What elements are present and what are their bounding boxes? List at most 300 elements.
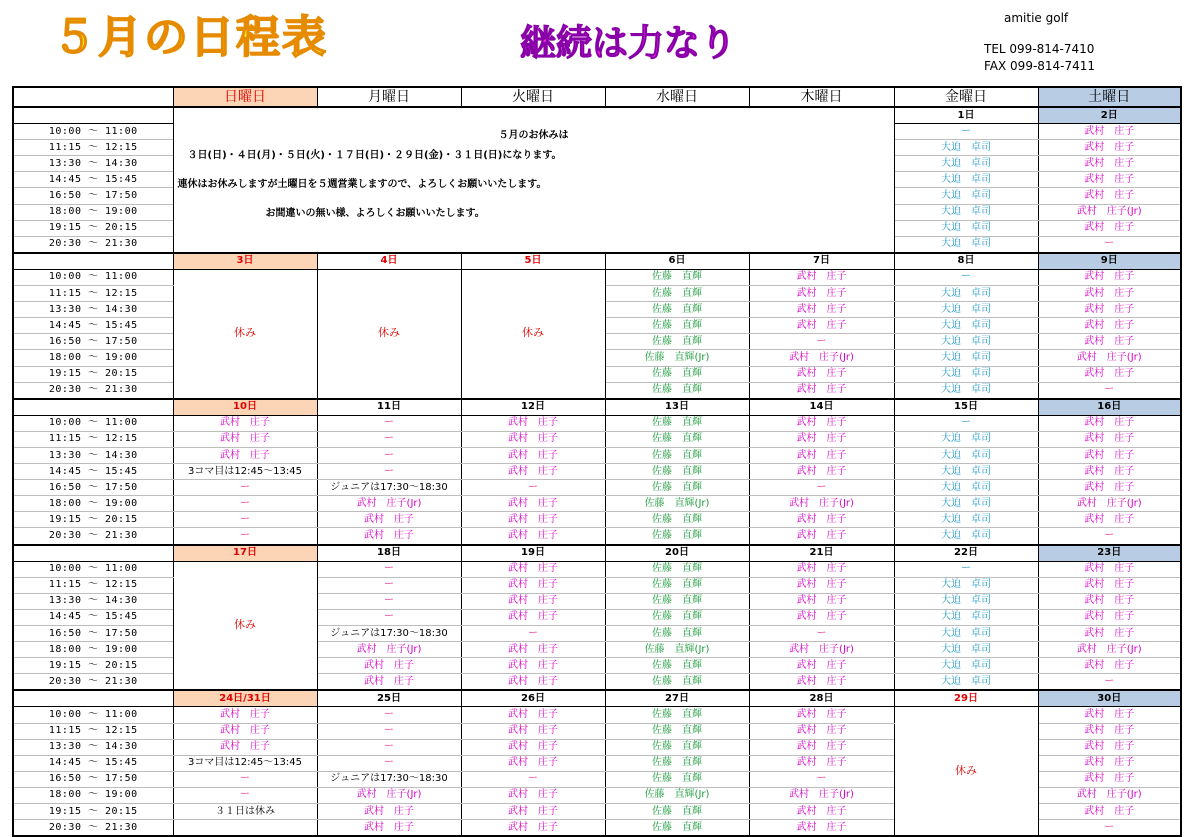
date-label: 2日 [1038, 107, 1181, 124]
lesson-slot: 武村 庄子 [1038, 286, 1181, 302]
time-slot: 19:15 ～ 20:15 [13, 658, 173, 674]
lesson-slot: 武村 庄子 [1038, 804, 1181, 820]
lesson-slot: ー [749, 626, 894, 642]
lesson-slot: 大迫 卓司 [894, 204, 1038, 220]
lesson-slot: 大迫 卓司 [894, 366, 1038, 382]
lesson-slot: 大迫 卓司 [894, 464, 1038, 480]
date-header-blank [13, 545, 173, 562]
lesson-slot: ー [461, 771, 605, 787]
schedule-body [13, 107, 1181, 836]
date-label: 13日 [605, 399, 749, 416]
weekday-friday: 金曜日 [894, 87, 1038, 107]
lesson-slot [173, 820, 317, 837]
lesson-slot: ー [317, 464, 461, 480]
lesson-slot: 武村 庄子 [461, 496, 605, 512]
lesson-slot: 佐藤 直輝 [605, 447, 749, 463]
notice-line: ３日(日)・４日(月)・５日(火)・１７日(日)・２９日(金)・３１日(日)になります。 [187, 150, 562, 161]
slot-row [13, 496, 1181, 512]
date-header-row [13, 107, 1181, 124]
lesson-slot: 武村 庄子 [461, 739, 605, 755]
date-label: 22日 [894, 545, 1038, 562]
date-label: 23日 [1038, 545, 1181, 562]
lesson-slot: 武村 庄子 [317, 658, 461, 674]
lesson-slot: 武村 庄子(Jr) [749, 642, 894, 658]
lesson-slot: 佐藤 直輝 [605, 431, 749, 447]
lesson-slot: 武村 庄子 [461, 593, 605, 609]
notice-block [173, 107, 894, 253]
date-label: 19日 [461, 545, 605, 562]
brand-name: amitie golf [1004, 11, 1069, 25]
lesson-slot: 大迫 卓司 [894, 156, 1038, 172]
slot-row [13, 415, 1181, 431]
lesson-slot: 武村 庄子 [1038, 609, 1181, 625]
notice-line: お間違いの無い様、よろしくお願いいたします。 [265, 208, 485, 219]
slot-row [13, 464, 1181, 480]
closed-day-cell [317, 269, 461, 398]
lesson-slot: 武村 庄子 [1038, 156, 1181, 172]
lesson-slot: ー [173, 480, 317, 496]
lesson-slot: 武村 庄子 [749, 431, 894, 447]
date-header-blank [13, 107, 173, 124]
time-slot: 10:00 ～ 11:00 [13, 415, 173, 431]
lesson-slot: 武村 庄子 [461, 415, 605, 431]
time-slot: 10:00 ～ 11:00 [13, 561, 173, 577]
slot-row [13, 528, 1181, 545]
lesson-slot: 武村 庄子 [1038, 577, 1181, 593]
lesson-slot: 大迫 卓司 [894, 302, 1038, 318]
lesson-slot: 武村 庄子 [173, 707, 317, 723]
lesson-slot: 佐藤 直輝(Jr) [605, 642, 749, 658]
lesson-slot: 武村 庄子 [749, 820, 894, 837]
lesson-slot: 武村 庄子 [461, 464, 605, 480]
lesson-slot: 武村 庄子 [749, 286, 894, 302]
time-slot: 10:00 ～ 11:00 [13, 269, 173, 285]
lesson-slot: 武村 庄子 [749, 707, 894, 723]
time-slot: 13:30 ～ 14:30 [13, 447, 173, 463]
lesson-slot: 武村 庄子 [749, 366, 894, 382]
time-slot: 18:00 ～ 19:00 [13, 787, 173, 803]
lesson-slot: ー [894, 415, 1038, 431]
date-label: 5日 [461, 253, 605, 270]
lesson-slot: ー [894, 124, 1038, 140]
lesson-slot: 武村 庄子 [317, 804, 461, 820]
lesson-slot: 武村 庄子 [749, 512, 894, 528]
lesson-slot: 武村 庄子 [317, 674, 461, 691]
lesson-slot: ー [317, 415, 461, 431]
lesson-slot: 武村 庄子 [749, 804, 894, 820]
lesson-slot: 大迫 卓司 [894, 188, 1038, 204]
lesson-slot: ー [173, 787, 317, 803]
lesson-slot: 武村 庄子 [749, 447, 894, 463]
time-slot: 14:45 ～ 15:45 [13, 755, 173, 771]
lesson-slot: 佐藤 直輝 [605, 658, 749, 674]
time-slot: 10:00 ～ 11:00 [13, 124, 173, 140]
lesson-slot: ー [749, 771, 894, 787]
lesson-slot: 佐藤 直輝 [605, 723, 749, 739]
date-header-row [13, 399, 1181, 416]
time-header [13, 87, 173, 107]
weekday-wednesday: 水曜日 [605, 87, 749, 107]
lesson-slot: 大迫 卓司 [894, 626, 1038, 642]
lesson-slot: ー [1038, 674, 1181, 691]
lesson-slot: 大迫 卓司 [894, 236, 1038, 253]
closed-label: 休み [234, 618, 256, 631]
lesson-slot: 大迫 卓司 [894, 286, 1038, 302]
lesson-slot: ジュニアは17:30～18:30 [317, 626, 461, 642]
date-label: 1日 [894, 107, 1038, 124]
lesson-slot: 武村 庄子(Jr) [1038, 787, 1181, 803]
fax-number: FAX 099-814-7411 [984, 59, 1096, 73]
date-header-blank [13, 690, 173, 707]
lesson-slot: 佐藤 直輝 [605, 707, 749, 723]
time-slot: 20:30 ～ 21:30 [13, 528, 173, 545]
lesson-slot: 武村 庄子 [749, 528, 894, 545]
lesson-slot: 大迫 卓司 [894, 480, 1038, 496]
time-slot: 18:00 ～ 19:00 [13, 350, 173, 366]
lesson-slot: 武村 庄子 [1038, 431, 1181, 447]
time-slot: 14:45 ～ 15:45 [13, 464, 173, 480]
page-title: ５月の日程表 [52, 12, 328, 63]
lesson-slot: 武村 庄子(Jr) [317, 642, 461, 658]
lesson-slot: ー [317, 707, 461, 723]
date-label: 14日 [749, 399, 894, 416]
lesson-slot: 佐藤 直輝 [605, 804, 749, 820]
date-label: 24日/31日 [173, 690, 317, 707]
time-slot: 20:30 ～ 21:30 [13, 236, 173, 253]
time-slot: 19:15 ～ 20:15 [13, 366, 173, 382]
lesson-slot: 武村 庄子 [749, 609, 894, 625]
lesson-slot: ー [461, 480, 605, 496]
lesson-slot: 武村 庄子 [1038, 172, 1181, 188]
lesson-slot: ー [173, 496, 317, 512]
lesson-slot: 大迫 卓司 [894, 593, 1038, 609]
lesson-slot: 武村 庄子 [749, 593, 894, 609]
lesson-slot: 佐藤 直輝 [605, 755, 749, 771]
lesson-slot: ー [173, 528, 317, 545]
lesson-slot: 大迫 卓司 [894, 642, 1038, 658]
lesson-slot: ー [1038, 382, 1181, 399]
weekday-header-row [13, 87, 1181, 107]
date-label: 30日 [1038, 690, 1181, 707]
lesson-slot: 武村 庄子 [461, 787, 605, 803]
time-slot: 16:50 ～ 17:50 [13, 771, 173, 787]
lesson-slot: 武村 庄子 [1038, 124, 1181, 140]
tel-number: TEL 099-814-7410 [984, 42, 1095, 56]
lesson-slot: 武村 庄子 [1038, 188, 1181, 204]
lesson-slot: 大迫 卓司 [894, 334, 1038, 350]
date-header-row [13, 253, 1181, 270]
lesson-slot: 武村 庄子(Jr) [1038, 204, 1181, 220]
slot-row [13, 447, 1181, 463]
time-slot: 11:15 ～ 12:15 [13, 431, 173, 447]
lesson-slot: 武村 庄子 [461, 820, 605, 837]
lesson-slot: 武村 庄子 [1038, 755, 1181, 771]
lesson-slot: 武村 庄子 [173, 723, 317, 739]
lesson-slot: 武村 庄子(Jr) [1038, 350, 1181, 366]
closed-label: 休み [378, 326, 400, 340]
date-label: 20日 [605, 545, 749, 562]
time-slot: 14:45 ～ 15:45 [13, 172, 173, 188]
lesson-slot: 大迫 卓司 [894, 658, 1038, 674]
notice-line: ５月のお休みは [498, 130, 569, 141]
lesson-slot: 武村 庄子 [749, 561, 894, 577]
time-slot: 16:50 ～ 17:50 [13, 480, 173, 496]
lesson-slot: 佐藤 直輝(Jr) [605, 496, 749, 512]
time-slot: 13:30 ～ 14:30 [13, 156, 173, 172]
lesson-slot: 佐藤 直輝 [605, 674, 749, 691]
lesson-slot: 武村 庄子 [749, 577, 894, 593]
lesson-slot: 武村 庄子 [1038, 561, 1181, 577]
lesson-slot: 大迫 卓司 [894, 318, 1038, 334]
lesson-slot: ー [317, 431, 461, 447]
date-header-blank [13, 253, 173, 270]
lesson-slot: ３１日は休み [173, 804, 317, 820]
lesson-slot: 武村 庄子(Jr) [1038, 496, 1181, 512]
lesson-slot: 武村 庄子 [1038, 318, 1181, 334]
time-slot: 20:30 ～ 21:30 [13, 674, 173, 691]
time-slot: 13:30 ～ 14:30 [13, 593, 173, 609]
closed-label: 休み [234, 326, 256, 340]
date-label: 12日 [461, 399, 605, 416]
lesson-slot: 武村 庄子 [1038, 707, 1181, 723]
lesson-slot: 武村 庄子 [1038, 593, 1181, 609]
date-label: 29日 [894, 690, 1038, 707]
slot-row [13, 480, 1181, 496]
date-label: 16日 [1038, 399, 1181, 416]
time-slot: 11:15 ～ 12:15 [13, 286, 173, 302]
date-label: 17日 [173, 545, 317, 562]
lesson-slot: 武村 庄子 [1038, 366, 1181, 382]
lesson-slot: 大迫 卓司 [894, 609, 1038, 625]
lesson-slot: 武村 庄子 [749, 739, 894, 755]
lesson-slot: 佐藤 直輝 [605, 334, 749, 350]
lesson-slot: 武村 庄子 [1038, 140, 1181, 156]
weekday-thursday: 木曜日 [749, 87, 894, 107]
lesson-slot: ー [317, 593, 461, 609]
lesson-slot: 武村 庄子(Jr) [749, 350, 894, 366]
lesson-slot: 武村 庄子(Jr) [317, 496, 461, 512]
lesson-slot: ー [894, 561, 1038, 577]
lesson-slot: 武村 庄子 [749, 658, 894, 674]
lesson-slot: 武村 庄子 [1038, 480, 1181, 496]
lesson-slot: 佐藤 直輝 [605, 609, 749, 625]
lesson-slot: 佐藤 直輝 [605, 415, 749, 431]
lesson-slot: 佐藤 直輝 [605, 302, 749, 318]
date-label: 26日 [461, 690, 605, 707]
closed-label: 休み [955, 763, 977, 777]
lesson-slot: 武村 庄子 [461, 658, 605, 674]
weekday-monday: 月曜日 [317, 87, 461, 107]
lesson-slot: 大迫 卓司 [894, 528, 1038, 545]
lesson-slot: 佐藤 直輝 [605, 480, 749, 496]
lesson-slot: 3コマ目は12:45～13:45 [173, 755, 317, 771]
lesson-slot: 武村 庄子(Jr) [749, 787, 894, 803]
lesson-slot: ー [1038, 236, 1181, 253]
lesson-slot: 佐藤 直輝(Jr) [605, 787, 749, 803]
lesson-slot: 佐藤 直輝 [605, 593, 749, 609]
date-label: 28日 [749, 690, 894, 707]
time-slot: 11:15 ～ 12:15 [13, 577, 173, 593]
slot-row [13, 561, 1181, 577]
time-slot: 14:45 ～ 15:45 [13, 318, 173, 334]
time-slot: 18:00 ～ 19:00 [13, 642, 173, 658]
lesson-slot: ー [173, 771, 317, 787]
lesson-slot: 大迫 卓司 [894, 140, 1038, 156]
time-slot: 19:15 ～ 20:15 [13, 220, 173, 236]
lesson-slot: ー [317, 561, 461, 577]
lesson-slot: 武村 庄子 [461, 707, 605, 723]
lesson-slot: 佐藤 直輝 [605, 561, 749, 577]
lesson-slot: ー [317, 739, 461, 755]
slogan: 継続は力なり [520, 23, 737, 64]
lesson-slot: 武村 庄子 [1038, 415, 1181, 431]
lesson-slot: ー [317, 577, 461, 593]
date-label: 9日 [1038, 253, 1181, 270]
lesson-slot: ー [1038, 528, 1181, 545]
closed-day-cell [894, 707, 1038, 836]
lesson-slot: 武村 庄子(Jr) [317, 787, 461, 803]
lesson-slot: 武村 庄子 [1038, 464, 1181, 480]
lesson-slot: 武村 庄子 [461, 755, 605, 771]
date-header-blank [13, 399, 173, 416]
lesson-slot: 佐藤 直輝 [605, 739, 749, 755]
closed-day-cell [461, 269, 605, 398]
lesson-slot: 大迫 卓司 [894, 512, 1038, 528]
time-slot: 13:30 ～ 14:30 [13, 302, 173, 318]
lesson-slot: 武村 庄子 [749, 269, 894, 285]
closed-day-cell [173, 561, 317, 690]
lesson-slot: ー [894, 269, 1038, 285]
notice-line: 連休はお休みしますが土曜日を５週営業しますので、よろしくお願いいたします。 [177, 179, 547, 190]
slot-row [13, 707, 1181, 723]
lesson-slot: 武村 庄子(Jr) [749, 496, 894, 512]
lesson-slot: 大迫 卓司 [894, 172, 1038, 188]
lesson-slot: 武村 庄子 [461, 674, 605, 691]
time-slot: 16:50 ～ 17:50 [13, 626, 173, 642]
lesson-slot: 武村 庄子 [317, 820, 461, 837]
time-slot: 10:00 ～ 11:00 [13, 707, 173, 723]
lesson-slot: 武村 庄子 [749, 464, 894, 480]
time-slot: 19:15 ～ 20:15 [13, 512, 173, 528]
date-label: 11日 [317, 399, 461, 416]
lesson-slot: 佐藤 直輝 [605, 286, 749, 302]
lesson-slot: 武村 庄子 [461, 723, 605, 739]
lesson-slot: 佐藤 直輝 [605, 577, 749, 593]
time-slot: 13:30 ～ 14:30 [13, 739, 173, 755]
lesson-slot: 武村 庄子 [749, 415, 894, 431]
lesson-slot: 佐藤 直輝 [605, 318, 749, 334]
lesson-slot: ー [317, 447, 461, 463]
lesson-slot: 大迫 卓司 [894, 382, 1038, 399]
time-slot: 20:30 ～ 21:30 [13, 820, 173, 837]
lesson-slot: 武村 庄子 [317, 528, 461, 545]
lesson-slot: 佐藤 直輝 [605, 382, 749, 399]
time-slot: 16:50 ～ 17:50 [13, 188, 173, 204]
lesson-slot: 佐藤 直輝 [605, 269, 749, 285]
lesson-slot: 武村 庄子 [1038, 269, 1181, 285]
lesson-slot: 大迫 卓司 [894, 496, 1038, 512]
lesson-slot: ー [1038, 820, 1181, 837]
date-label: 6日 [605, 253, 749, 270]
lesson-slot: 武村 庄子 [461, 447, 605, 463]
lesson-slot: 武村 庄子 [1038, 626, 1181, 642]
time-slot: 16:50 ～ 17:50 [13, 334, 173, 350]
lesson-slot: 武村 庄子 [1038, 723, 1181, 739]
lesson-slot: ー [317, 755, 461, 771]
lesson-slot: 佐藤 直輝(Jr) [605, 350, 749, 366]
lesson-slot: 武村 庄子 [1038, 658, 1181, 674]
date-label: 4日 [317, 253, 461, 270]
time-slot: 18:00 ～ 19:00 [13, 496, 173, 512]
date-label: 18日 [317, 545, 461, 562]
slot-row [13, 431, 1181, 447]
weekday-sunday: 日曜日 [173, 87, 317, 107]
time-slot: 11:15 ～ 12:15 [13, 723, 173, 739]
time-slot: 14:45 ～ 15:45 [13, 609, 173, 625]
lesson-slot: 武村 庄子 [1038, 302, 1181, 318]
lesson-slot: ー [749, 334, 894, 350]
lesson-slot: 佐藤 直輝 [605, 464, 749, 480]
lesson-slot: 大迫 卓司 [894, 350, 1038, 366]
lesson-slot: 武村 庄子 [749, 302, 894, 318]
lesson-slot: 武村 庄子 [749, 318, 894, 334]
lesson-slot: ー [461, 626, 605, 642]
slot-row [13, 512, 1181, 528]
date-label: 7日 [749, 253, 894, 270]
lesson-slot: 佐藤 直輝 [605, 366, 749, 382]
date-header-row [13, 690, 1181, 707]
lesson-slot: 3コマ目は12:45～13:45 [173, 464, 317, 480]
lesson-slot: 武村 庄子 [461, 431, 605, 447]
time-slot: 18:00 ～ 19:00 [13, 204, 173, 220]
weekday-tuesday: 火曜日 [461, 87, 605, 107]
lesson-slot: 武村 庄子 [1038, 512, 1181, 528]
lesson-slot: ジュニアは17:30～18:30 [317, 771, 461, 787]
date-label: 15日 [894, 399, 1038, 416]
date-label: 3日 [173, 253, 317, 270]
lesson-slot: 大迫 卓司 [894, 220, 1038, 236]
lesson-slot: ー [317, 609, 461, 625]
lesson-slot: 武村 庄子 [173, 415, 317, 431]
lesson-slot: 武村 庄子 [461, 561, 605, 577]
lesson-slot: 佐藤 直輝 [605, 820, 749, 837]
lesson-slot: 武村 庄子 [173, 431, 317, 447]
date-label: 25日 [317, 690, 461, 707]
lesson-slot: 大迫 卓司 [894, 577, 1038, 593]
date-label: 21日 [749, 545, 894, 562]
time-slot: 19:15 ～ 20:15 [13, 804, 173, 820]
lesson-slot: 武村 庄子 [1038, 334, 1181, 350]
lesson-slot: 大迫 卓司 [894, 674, 1038, 691]
lesson-slot: 佐藤 直輝 [605, 512, 749, 528]
time-slot: 20:30 ～ 21:30 [13, 382, 173, 399]
lesson-slot: ー [317, 723, 461, 739]
lesson-slot: 武村 庄子 [749, 755, 894, 771]
lesson-slot: 佐藤 直輝 [605, 528, 749, 545]
closed-day-cell [173, 269, 317, 398]
lesson-slot: 佐藤 直輝 [605, 771, 749, 787]
lesson-slot: 武村 庄子 [461, 609, 605, 625]
lesson-slot: 武村 庄子 [1038, 771, 1181, 787]
lesson-slot: 武村 庄子 [1038, 220, 1181, 236]
lesson-slot: 佐藤 直輝 [605, 626, 749, 642]
date-label: 8日 [894, 253, 1038, 270]
lesson-slot: 武村 庄子 [173, 739, 317, 755]
lesson-slot: 武村 庄子(Jr) [1038, 642, 1181, 658]
lesson-slot: 武村 庄子 [1038, 447, 1181, 463]
lesson-slot: 武村 庄子 [461, 577, 605, 593]
lesson-slot: ー [749, 480, 894, 496]
